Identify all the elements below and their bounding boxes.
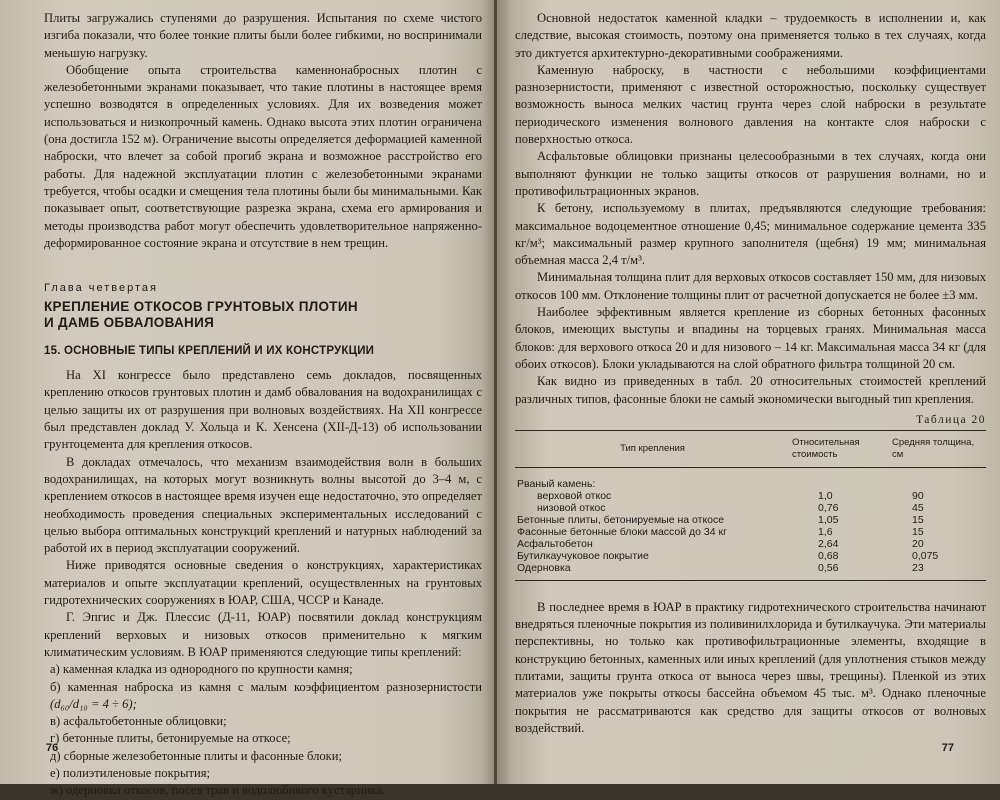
list-item-b — [44, 679, 482, 714]
cell-cost: 2,64 — [818, 537, 839, 550]
right-paragraph-2: Каменную наброску, в частности с небольшими коэффициентами разнозернистости, применяют с известной осторожностью, поскольку существует возможность выноса мелких частиц грунта через слой наброски в результате периодического изменения волнового давления на контакте слоя наброски с поверхностью откоса. — [515, 62, 986, 147]
cell-thickness: 15 — [912, 513, 924, 526]
intro-paragraph-1: Плиты загружались ступенями до разрушения. Испытания по схеме чистого изгиба показали, что более тонкие плиты были более гибкими, но воспринимали меньшую нагрузку. — [44, 11, 482, 60]
cell-cost: 1,0 — [818, 489, 833, 502]
cell-thickness: 0,075 — [912, 549, 939, 562]
cell-thickness — [890, 467, 986, 490]
section-title: 15. ОСНОВНЫЕ ТИПЫ КРЕПЛЕНИЙ И ИХ КОНСТРУКЦИИ — [44, 345, 375, 358]
cell-cost: 0,56 — [790, 562, 890, 581]
chapter-title-line-2: И ДАМБ ОБВАЛОВАНИЯ — [44, 315, 215, 331]
list-item-d: г) бетонные плиты, бетонируемые на откосе; — [50, 731, 291, 746]
header-type: Тип крепления — [515, 430, 790, 467]
right-paragraph-6: Наиболее эффективным является крепление из сборных бетонных фасонных блоков, имеющих выступы и впадины на торцевых гранях. Минимальная масса блоков: для верхового откоса 20 и для низового – 14 кг. Максимальная масса 34 кг (для обоих откосов). Блоки укладываются на слой обратного фильтра толщиной 20 см. — [515, 305, 986, 371]
cell-cost: 0,76 — [818, 501, 839, 514]
cell-type: Бетонные плиты, бетонируемые на откосе — [517, 513, 725, 526]
list-item-a: а) каменная кладка из однородного по крупности камня; — [50, 662, 353, 677]
right-paragraph-5: Минимальная толщина плит для верховых откосов составляет 150 мм, для низовых откосов 100 мм. Отклонение толщины плит от расчетной допускается не более ±3 мм. — [515, 270, 986, 302]
right-page — [497, 0, 1000, 784]
list-item-f: е) полиэтиленовые покрытия; — [50, 765, 210, 780]
body-paragraph-3: Ниже приводятся основные сведения о конструкциях, характеристиках материалов и опыте эксплуатации креплений, осуществленных на грунтовых гидротехнических сооружениях в ЮАР, США, ЧССР и Канаде. — [44, 558, 482, 608]
cell-type: Одерновка — [515, 562, 790, 581]
cell-cost: 0,68 — [818, 549, 839, 562]
header-cost: Относительная стоимость — [790, 430, 890, 467]
right-paragraph-4: К бетону, используемому в плитах, предъявляются следующие требования: максимальное водоцементное отношение 0,45; минимальное содержание цемента 335 кг/м³; максимальный размер крупного заполнителя (щебня) 19 мм; минимальная объемная масса 2,4 т/м³. — [515, 201, 986, 268]
cell-type: Бутилкаучуковое покрытие — [517, 549, 649, 562]
cell-type: Фасонные бетонные блоки массой до 34 кг — [517, 525, 727, 538]
table-row — [515, 502, 986, 514]
body-paragraph-4: Г. Эпгис и Дж. Плессис (Д-11, ЮАР) посвятили доклад конструкциям креплений верховых и низовых откосов применительно к мягким климатическим условиям. В ЮАР применяются следующие типы креплений: — [44, 610, 482, 659]
list-item-g: ж) одерновка откосов, посев трав и водолюбивого кустарника. — [50, 783, 386, 798]
list-item-b-text: б) каменная наброска из камня с малым коэффициентом разнозернистости — [50, 679, 482, 694]
table-row — [515, 490, 986, 502]
intro-paragraph-2: Обобщение опыта строительства каменнонабросных плотин с железобетонными экранами показывает, что такие плотины в настоящее время успешно возводятся в определенных условиях. Для их возведения может использоваться и низкопрочный камень. Однако высота этих плотин ограничена (она достигла 152 м). Ограничение высоты определяется деформацией каменной наброски, что влечет за собой прогиб экрана и возможное расстройство его работы. Для надежной эксплуатации плотин с железобетонными экранами требуется, чтобы осадки и смещения тела плотины были бы минимальными. Как показывает опыт, соответствующие разрезка экрана, схема его армирования и методы производства работ могут обеспечить удовлетворительное напряженно-деформированное состояние экрана и отсутствие в нем трещин. — [44, 62, 482, 250]
table-row — [515, 467, 986, 490]
page-number-left: 76 — [46, 742, 59, 754]
table-row — [515, 514, 986, 526]
cell-type: верховой откос — [537, 489, 612, 502]
chapter-label: Глава четвертая — [44, 282, 158, 295]
right-paragraph-7: Как видно из приведенных в табл. 20 относительных стоимостей креплений различных типов, фасонные блоки не самый экономически выгодный тип крепления. — [515, 374, 986, 406]
left-page — [0, 0, 496, 798]
table-row — [515, 538, 986, 550]
cell-cost: 1,6 — [818, 525, 833, 538]
chapter-title — [44, 299, 482, 331]
cell-type: низовой откос — [537, 501, 606, 514]
cell-thickness: 45 — [912, 501, 924, 514]
body-paragraph-1: На XI конгрессе было представлено семь докладов, посвященных креплению откосов грунтовых плотин и дамб обвалования на водохранилищах с целью защиты их от разрушения при волновых воздействиях. На XII конгрессе был представлен доклад У. Хольца и К. Хенсена (XII-Д-13) об использовании грунтоцемента для крепления откосов. — [44, 368, 482, 452]
cell-type: Рваный камень: — [517, 477, 596, 490]
table-row — [515, 550, 986, 562]
header-thickness: Средняя толщина, см — [890, 430, 986, 467]
cell-thickness: 20 — [912, 537, 924, 550]
cell-cost: 1,05 — [818, 513, 839, 526]
table-row — [515, 562, 986, 581]
right-paragraph-3: Асфальтовые облицовки признаны целесообразными в тех случаях, когда они выполняют функции не только защиты откосов от разрушения волнами, но и противофильтрационных экранов. — [515, 149, 986, 198]
table-caption: Таблица 20 — [916, 413, 986, 426]
table-body — [515, 467, 986, 580]
cell-type: Асфальтобетон — [517, 537, 593, 550]
right-paragraph-1: Основной недостаток каменной кладки – трудоемкость в исполнении и, как следствие, высокая стоимость, поэтому она применяется только в тех случаях, когда это диктуется архитектурно-декоративными соображениями. — [515, 11, 986, 60]
list-item-b-formula: (d₆₀/d₁₀ = 4 ÷ 6); — [50, 696, 137, 711]
list-item-e: д) сборные железобетонные плиты и фасонные блоки; — [50, 748, 343, 763]
cell-thickness: 23 — [890, 562, 986, 581]
cell-cost — [790, 467, 890, 490]
body-paragraph-2: В докладах отмечалось, что механизм взаимодействия волн в больших водохранилищах, на которых могут возникнуть волны высотой до 3–4 м, с креплением откосов в настоящее время изучен еще недостаточно, это определяет необходимость проведения специальных экспериментальных исследований с целью выбора оптимальных конструкций креплений и натурных наблюдений за работой их в период эксплуатации сооружений. — [44, 454, 482, 556]
cost-table — [515, 430, 986, 581]
cell-thickness: 15 — [912, 525, 924, 538]
right-paragraph-bottom: В последнее время в ЮАР в практику гидротехнического строительства начинают внедряться пленочные покрытия из поливинилхлорида и бутилкаучука. Эти материалы перспективны, но только как противофильтрационные элементы, входящие в конструкцию бетонных, каменных или иных креплений (для уплотнения стыков между плитами, защиты грунта откоса от выноса через швы, трещины). Пленкой из этих материалов уже покрыты откосы бассейна объемом 45 тыс. м³. Однако пленочные покрытия не рассматриваются как средство для защиты откосов от волновых воздействий. — [515, 599, 986, 735]
table-row — [515, 526, 986, 538]
cell-thickness: 90 — [912, 489, 924, 502]
table-header-row — [515, 430, 986, 467]
chapter-title-line-1: КРЕПЛЕНИЕ ОТКОСОВ ГРУНТОВЫХ ПЛОТИН — [44, 299, 358, 315]
page-number-right: 77 — [941, 742, 954, 754]
list-item-c: в) асфальтобетонные облицовки; — [50, 714, 227, 729]
